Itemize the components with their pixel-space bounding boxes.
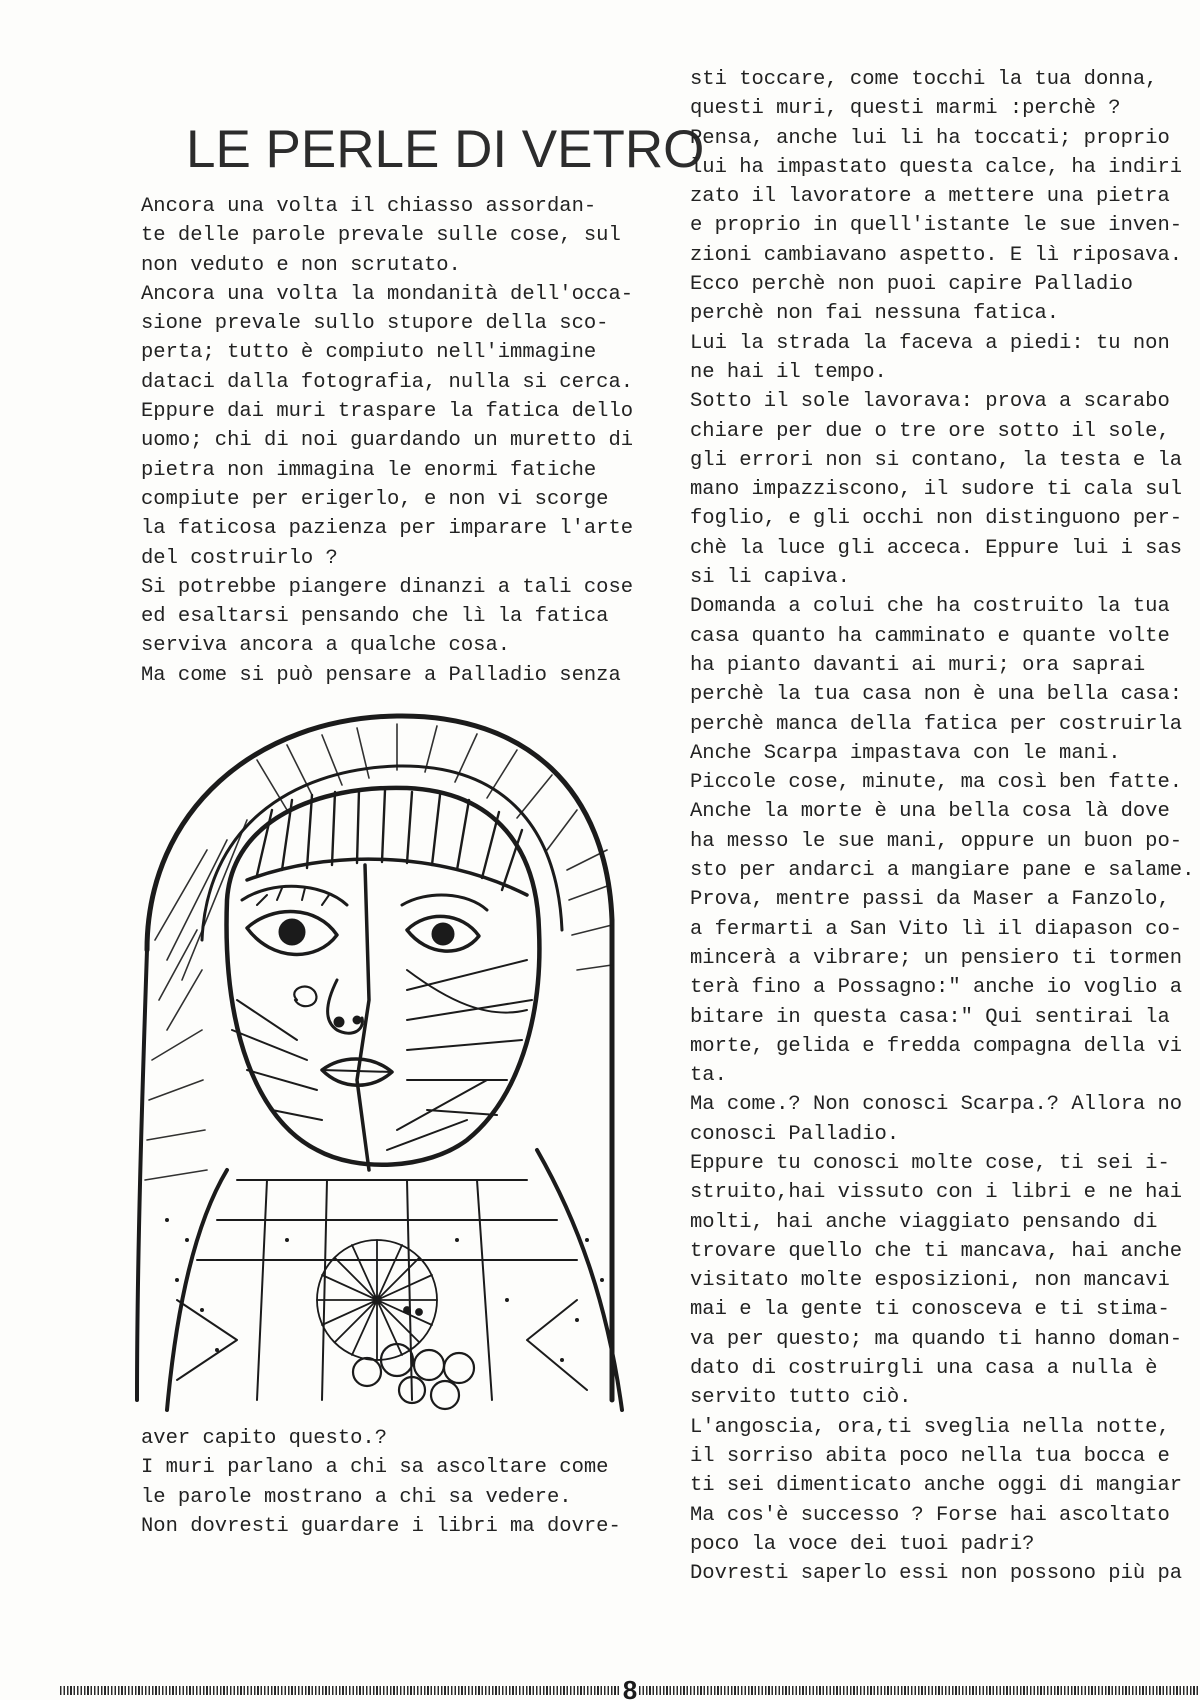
text-line: Ecco perchè non puoi capire Palladio <box>690 273 1133 297</box>
text-line: mincerà a vibrare; un pensiero ti tormen <box>690 946 1183 970</box>
text-line: Eppure tu conosci molte cose, ti sei i- <box>690 1151 1170 1175</box>
text-line: Piccole cose, minute, ma così ben fatte. <box>690 771 1183 795</box>
text-line: serviva ancora a qualche cosa. <box>141 634 511 658</box>
text-line: I muri parlano a chi sa ascoltare come <box>141 1456 609 1480</box>
text-line: compiute per erigerlo, e non vi scorge <box>141 487 609 511</box>
text-line: conosci Palladio. <box>690 1122 900 1146</box>
text-line: Domanda a colui che ha costruito la tua <box>690 595 1170 619</box>
text-line: trovare quello che ti mancava, hai anche <box>690 1239 1183 1263</box>
text-line: lui ha impastato questa calce, ha indiri <box>690 155 1183 179</box>
left-eye <box>247 888 337 954</box>
text-line: perchè non fai nessuna fatica. <box>690 302 1060 326</box>
article-title: LE PERLE DI VETRO <box>186 120 705 179</box>
cheek-spiral <box>294 987 316 1007</box>
text-line: Anche la morte è una bella cosa là dove <box>690 800 1170 824</box>
text-line: Ancora una volta il chiasso assordan- <box>141 195 597 218</box>
text-line: perta; tutto è compiuto nell'immagine <box>141 341 597 365</box>
text-line: perchè manca della fatica per costruirla <box>690 712 1183 736</box>
text-line: te delle parole prevale sulle cose, sul <box>141 224 621 248</box>
text-line: ha pianto davanti ai muri; ora saprai <box>690 653 1146 677</box>
page-number: 8 <box>622 1675 638 1700</box>
text-line: del costruirlo ? <box>141 546 338 570</box>
text-line: chè la luce gli acceca. Eppure lui i sas <box>690 536 1183 560</box>
text-line: zioni cambiavano aspetto. E lì riposava. <box>690 243 1183 267</box>
text-line: Pensa, anche lui li ha toccati; proprio <box>690 126 1170 150</box>
text-line: ta. <box>690 1064 727 1088</box>
right-eye <box>407 916 479 951</box>
body-outline <box>167 1150 622 1410</box>
footer-stripe-right <box>639 1686 1200 1695</box>
text-line: perchè la tua casa non è una bella casa: <box>690 683 1183 707</box>
text-line: sione prevale sullo stupore della sco- <box>141 312 609 336</box>
beads <box>353 1344 474 1409</box>
text-line: ti sei dimenticato anche oggi di mangiar <box>690 1474 1183 1498</box>
hood-left-edge <box>137 950 147 1400</box>
text-line: si li capiva. <box>690 566 850 590</box>
text-line: Non dovresti guardare i libri ma dovre- <box>141 1514 621 1538</box>
text-line: il sorriso abita poco nella tua bocca e <box>690 1444 1170 1468</box>
text-line: sti toccare, come tocchi la tua donna, <box>690 68 1158 91</box>
text-line: sto per andarci a mangiare pane e salame. <box>690 859 1195 883</box>
text-line: uomo; chi di noi guardando un muretto di <box>141 429 634 453</box>
text-line: Anche Scarpa impastava con le mani. <box>690 741 1121 765</box>
text-line: le parole mostrano a chi sa vedere. <box>141 1485 572 1509</box>
text-line: Ancora una volta la mondanità dell'occa- <box>141 282 634 306</box>
text-line: visitato molte esposizioni, non mancavi <box>690 1269 1170 1293</box>
text-line: non veduto e non scrutato. <box>141 253 461 277</box>
nose <box>328 980 363 1033</box>
left-column-top-text <box>141 192 633 690</box>
text-line: e proprio in quell'istante le sue inven- <box>690 214 1183 238</box>
text-line: chiare per due o tre ore sotto il sole, <box>690 419 1170 443</box>
text-line: foglio, e gli occhi non distinguono per- <box>690 507 1183 531</box>
text-line: Dovresti saperlo essi non possono più pa <box>690 1562 1183 1586</box>
right-column-text <box>690 65 1194 1588</box>
text-line: terà fino a Possagno:" anche io voglio a <box>690 976 1183 1000</box>
text-line: struito,hai vissuto con i libri e ne hai <box>690 1181 1183 1205</box>
text-line: zato il lavoratore a mettere una pietra <box>690 185 1170 209</box>
text-line: morte, gelida e fredda compagna della vi <box>690 1034 1183 1058</box>
text-line: gli errori non si contano, la testa e la <box>690 448 1183 472</box>
text-line: questi muri, questi marmi :perchè ? <box>690 97 1121 121</box>
page-footer <box>60 1675 1200 1700</box>
text-line: poco la voce dei tuoi padri? <box>690 1532 1035 1556</box>
text-line: Ma cos'è successo ? Forse hai ascoltato <box>690 1503 1170 1527</box>
left-column-bottom-text <box>141 1424 621 1541</box>
text-line: pietra non immagina le enormi fatiche <box>141 458 597 482</box>
text-line: ha messo le sue mani, oppure un buon po- <box>690 829 1183 853</box>
text-line: Sotto il sole lavorava: prova a scarabo <box>690 390 1170 414</box>
text-line: dato di costruirgli una casa a nulla è <box>690 1357 1158 1381</box>
text-line: Eppure dai muri traspare la fatica dello <box>141 400 634 424</box>
text-line: Ma come si può pensare a Palladio senza <box>141 663 621 687</box>
text-line: la faticosa pazienza per imparare l'arte <box>141 517 634 541</box>
text-line: Ma come.? Non conosci Scarpa.? Allora no <box>690 1093 1183 1117</box>
text-line: molti, hai anche viaggiato pensando di <box>690 1210 1158 1234</box>
text-line: ed esaltarsi pensando che lì la fatica <box>141 605 609 629</box>
text-line: bitare in questa casa:" Qui sentirai la <box>690 1005 1170 1029</box>
text-line: aver capito questo.? <box>141 1427 388 1450</box>
text-line: Si potrebbe piangere dinanzi a tali cose <box>141 575 634 599</box>
text-line: mano impazziscono, il sudore ti cala sul <box>690 478 1183 502</box>
text-line: va per questo; ma quando ti hanno doman- <box>690 1327 1183 1351</box>
text-line: casa quanto ha camminato e quante volte <box>690 624 1170 648</box>
text-line: Prova, mentre passi da Maser a Fanzolo, <box>690 888 1170 912</box>
text-line: Lui la strada la faceva a piedi: tu non <box>690 331 1170 355</box>
text-line: L'angoscia, ora,ti sveglia nella notte, <box>690 1415 1170 1439</box>
text-line: dataci dalla fotografia, nulla si cerca. <box>141 370 634 394</box>
text-line: ne hai il tempo. <box>690 360 887 384</box>
text-line: servito tutto ciò. <box>690 1386 912 1410</box>
text-line: a fermarti a San Vito lì il diapason co- <box>690 917 1183 941</box>
footer-stripe-left <box>60 1686 621 1695</box>
portrait-illustration <box>107 700 667 1420</box>
text-line: mai e la gente ti conosceva e ti stima- <box>690 1298 1170 1322</box>
chest-wheel <box>317 1240 437 1360</box>
